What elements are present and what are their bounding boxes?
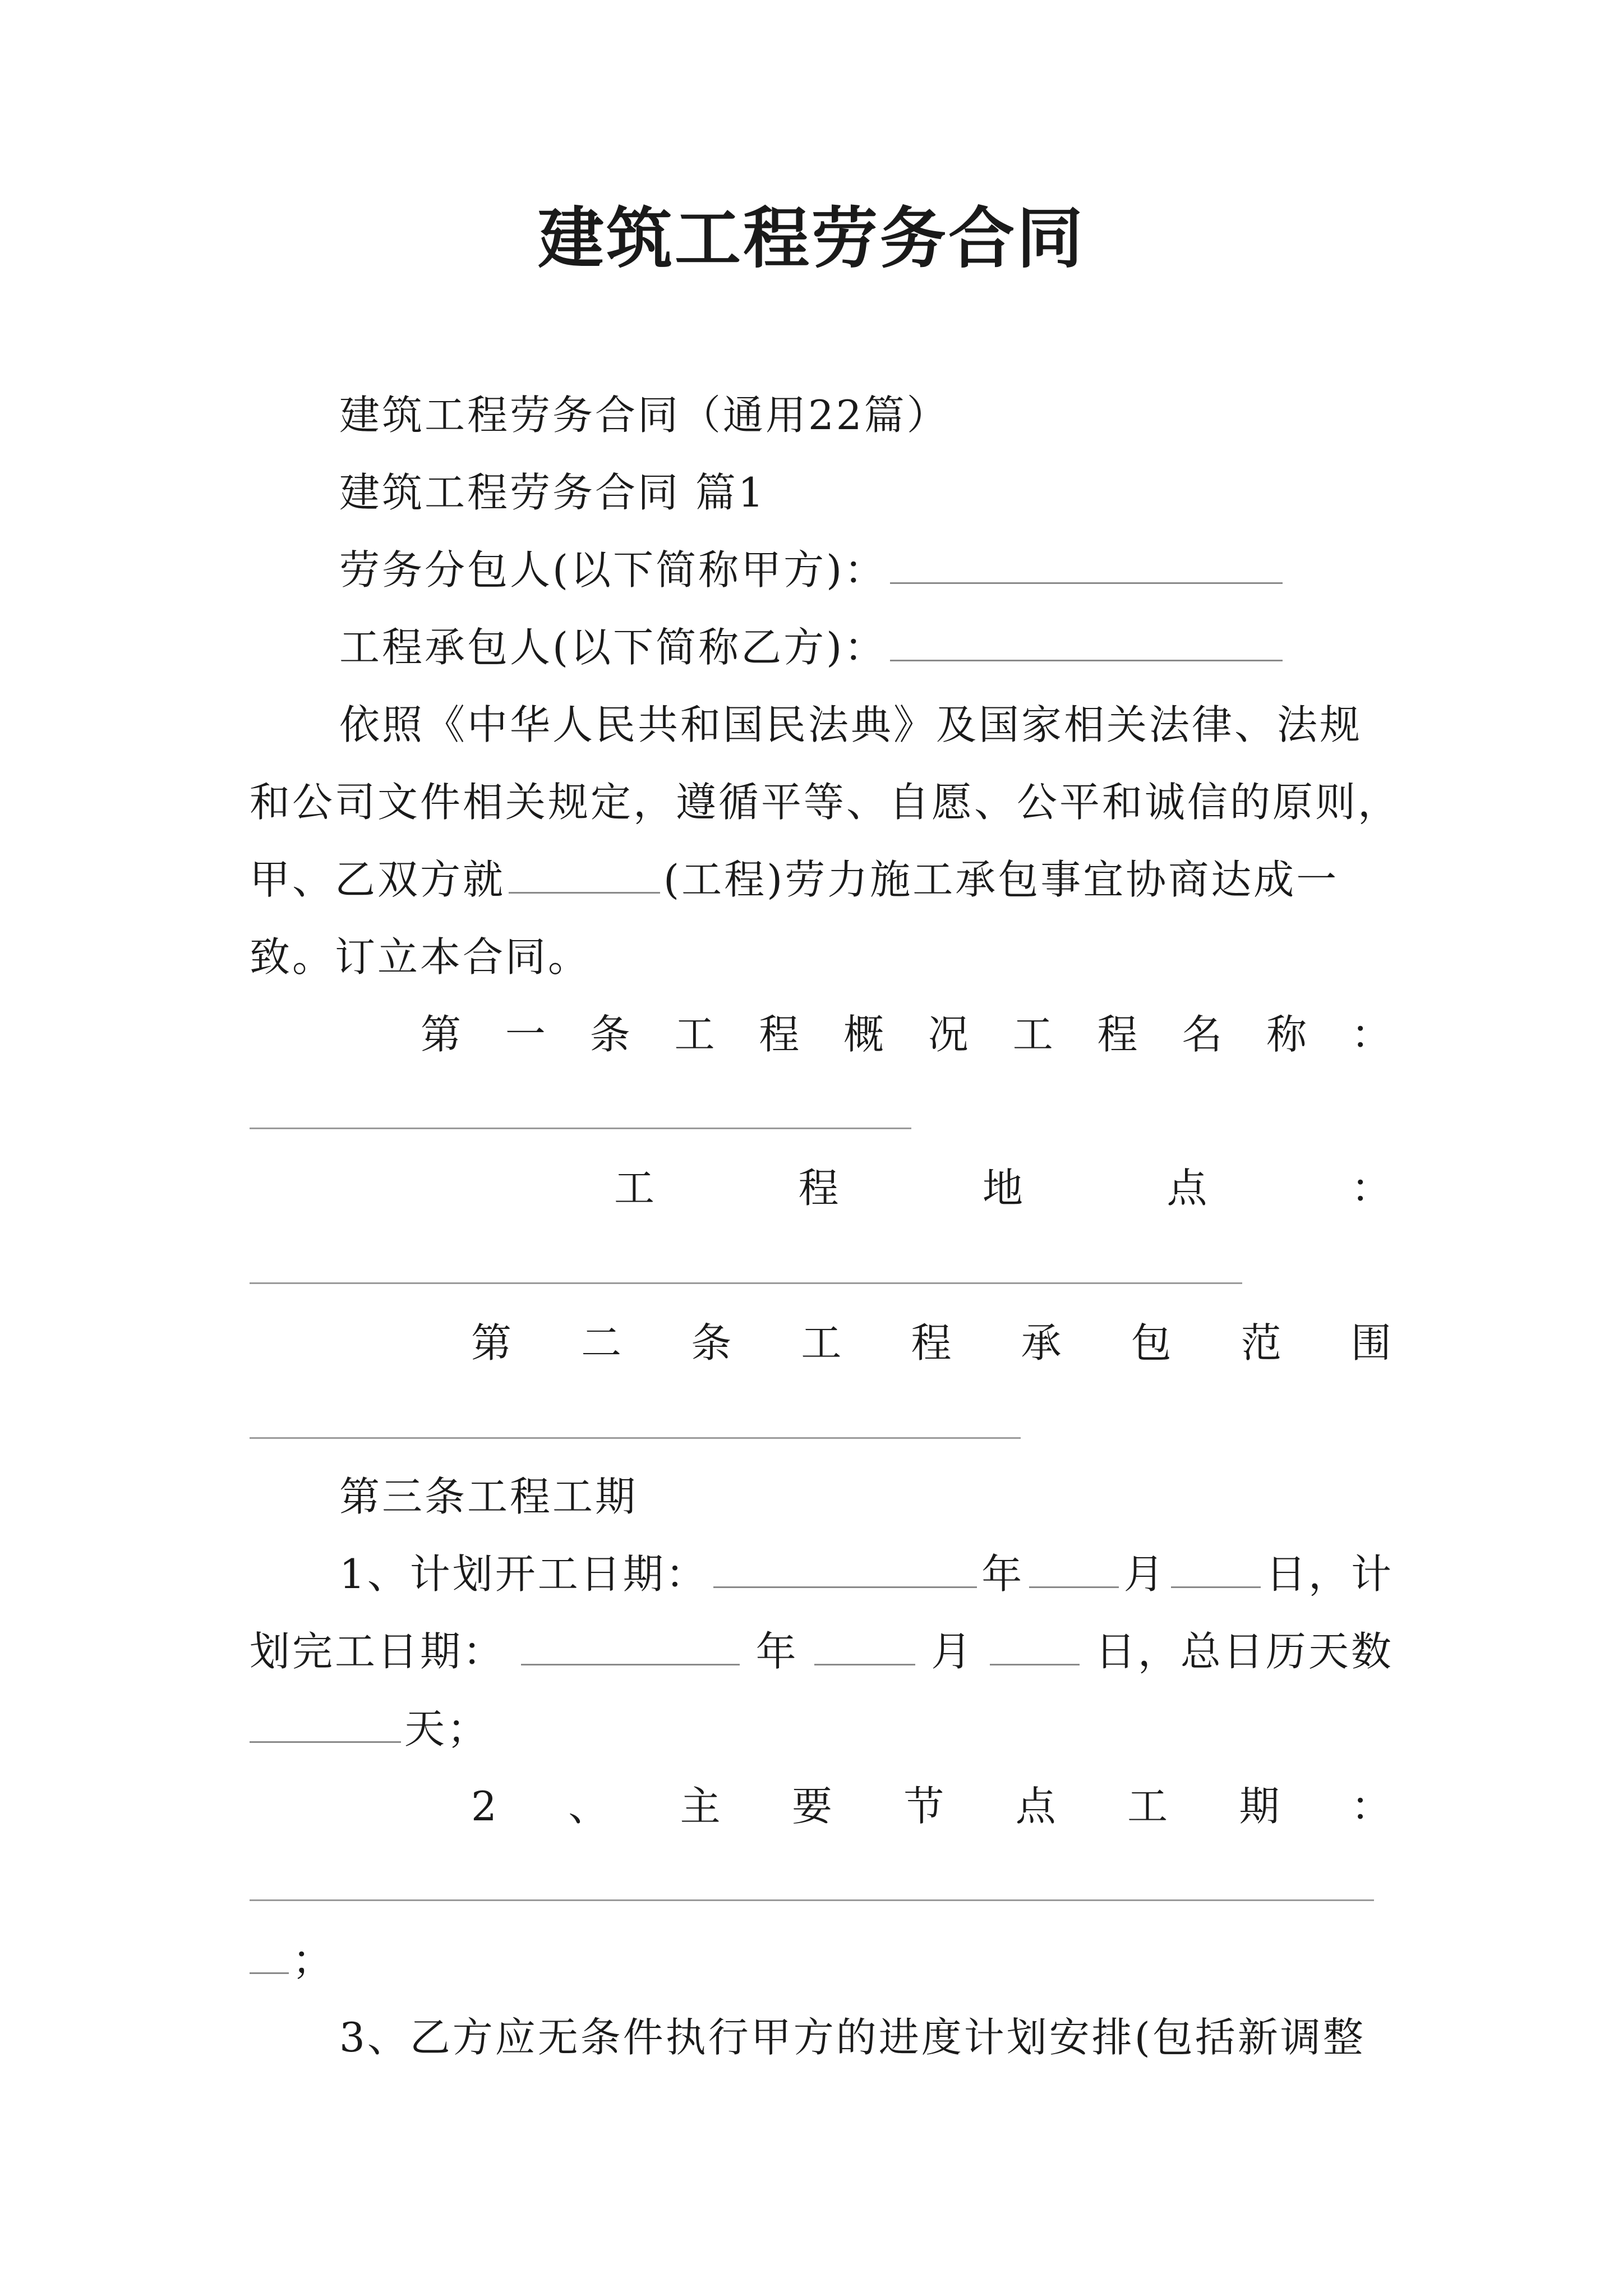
- milestones-char: 节: [903, 1783, 947, 1830]
- clause-1-char: 程: [1097, 1011, 1140, 1058]
- milestones-char: 、: [568, 1783, 611, 1830]
- document-title: 建筑工程劳务合同: [537, 199, 1085, 277]
- day-label: 日，计: [1265, 1550, 1394, 1598]
- location-char: 程: [798, 1165, 841, 1212]
- schedule-start-line: [339, 1546, 1394, 1602]
- clause-2-char: 二: [581, 1319, 624, 1366]
- month-label: 月: [931, 1628, 974, 1675]
- party-b-label: 工程承包人(以下简称乙方)：: [339, 624, 887, 671]
- clause-2-char: 承: [1021, 1319, 1064, 1366]
- preamble-line-2: 和公司文件相关规定，遵循平等、自愿、公平和诚信的原则，: [250, 779, 1401, 826]
- milestones-end: ；: [292, 1936, 335, 1984]
- location-char: ：: [1350, 1165, 1394, 1212]
- clause-1-char: ：: [1350, 1011, 1394, 1058]
- party-b-line: [339, 619, 1394, 675]
- preamble-line-3: [250, 852, 1394, 908]
- party-a-blank[interactable]: [890, 547, 1283, 584]
- location-char: 地: [982, 1165, 1025, 1212]
- start-date-label: 1、计划开工日期：: [339, 1550, 708, 1598]
- clause-2-heading: [471, 1315, 1394, 1371]
- clause-2-char: 程: [911, 1319, 954, 1366]
- end-year-blank[interactable]: [521, 1629, 740, 1665]
- location-heading: [614, 1160, 1394, 1216]
- clause-1-char: 条: [589, 1011, 633, 1058]
- milestones-char: 点: [1015, 1783, 1058, 1830]
- clause-1-char: 概: [843, 1011, 887, 1058]
- start-year-blank[interactable]: [713, 1552, 977, 1588]
- clause-1-char: 一: [505, 1011, 548, 1058]
- schedule-end-line: [250, 1623, 1394, 1680]
- preamble-line-4: 致。订立本合同。: [250, 933, 591, 981]
- clause-1-char: 工: [674, 1011, 717, 1058]
- milestones-char: 工: [1127, 1783, 1170, 1830]
- clause-1-char: 程: [759, 1011, 802, 1058]
- clause-3-heading: 第三条工程工期: [339, 1473, 638, 1520]
- clause-1-char: 况: [928, 1011, 971, 1058]
- total-days-line: [250, 1701, 1394, 1757]
- item-3-line: 3、乙方应无条件执行甲方的进度计划安排(包括新调整: [339, 2014, 1366, 2061]
- clause-2-char: 第: [471, 1319, 514, 1366]
- total-days-blank[interactable]: [250, 1706, 401, 1743]
- clause-2-char: 条: [691, 1319, 734, 1366]
- location-char: 工: [614, 1165, 657, 1212]
- project-name-blank[interactable]: [509, 857, 660, 894]
- start-day-blank[interactable]: [1171, 1552, 1261, 1588]
- milestones-blank[interactable]: [250, 1899, 1374, 1901]
- party-a-label: 劳务分包人(以下简称甲方)：: [339, 546, 887, 593]
- clause-2-char: 工: [801, 1319, 844, 1366]
- month-label: 月: [1123, 1550, 1166, 1598]
- milestones-char: 期: [1239, 1783, 1282, 1830]
- project-location-blank[interactable]: [250, 1282, 1242, 1284]
- document-subtitle: 建筑工程劳务合同（通用22篇）: [339, 392, 949, 439]
- clause-1-char: 工: [1012, 1011, 1055, 1058]
- milestones-end-line: [250, 1932, 1394, 1988]
- clause-1-char: 称: [1266, 1011, 1310, 1058]
- location-char: 点: [1166, 1165, 1210, 1212]
- preamble-segment: 甲、乙双方就: [250, 856, 506, 903]
- milestones-char: ：: [1350, 1783, 1394, 1830]
- clause-1-char: 名: [1182, 1011, 1225, 1058]
- milestones-char: 要: [791, 1783, 834, 1830]
- project-name-blank[interactable]: [250, 1128, 911, 1129]
- start-month-blank[interactable]: [1029, 1552, 1119, 1588]
- article-header: 建筑工程劳务合同 篇1: [339, 469, 766, 516]
- milestones-blank-end[interactable]: [250, 1938, 289, 1974]
- milestones-char: 2: [471, 1783, 499, 1830]
- clause-2-char: 包: [1131, 1319, 1174, 1366]
- contract-scope-blank[interactable]: [250, 1437, 1021, 1439]
- milestones-char: 主: [680, 1783, 723, 1830]
- year-label: 年: [981, 1550, 1025, 1598]
- year-label: 年: [755, 1628, 799, 1675]
- end-day-blank[interactable]: [990, 1629, 1080, 1665]
- party-a-line: [339, 542, 1394, 598]
- preamble-segment: (工程)劳力施工承包事宜协商达成一: [663, 856, 1339, 903]
- end-month-blank[interactable]: [814, 1629, 915, 1665]
- end-date-label: 划完工日期：: [250, 1628, 506, 1675]
- party-b-blank[interactable]: [890, 625, 1283, 661]
- preamble-line-1: 依照《中华人民共和国民法典》及国家相关法律、法规: [339, 701, 1363, 748]
- total-days-label: 日，总日历天数: [1095, 1628, 1394, 1675]
- clause-1-heading: [421, 1006, 1394, 1062]
- days-label: 天；: [404, 1705, 490, 1752]
- milestones-heading: [471, 1778, 1394, 1834]
- clause-2-char: 围: [1350, 1319, 1394, 1366]
- clause-1-char: 第: [421, 1011, 464, 1058]
- clause-2-char: 范: [1241, 1319, 1284, 1366]
